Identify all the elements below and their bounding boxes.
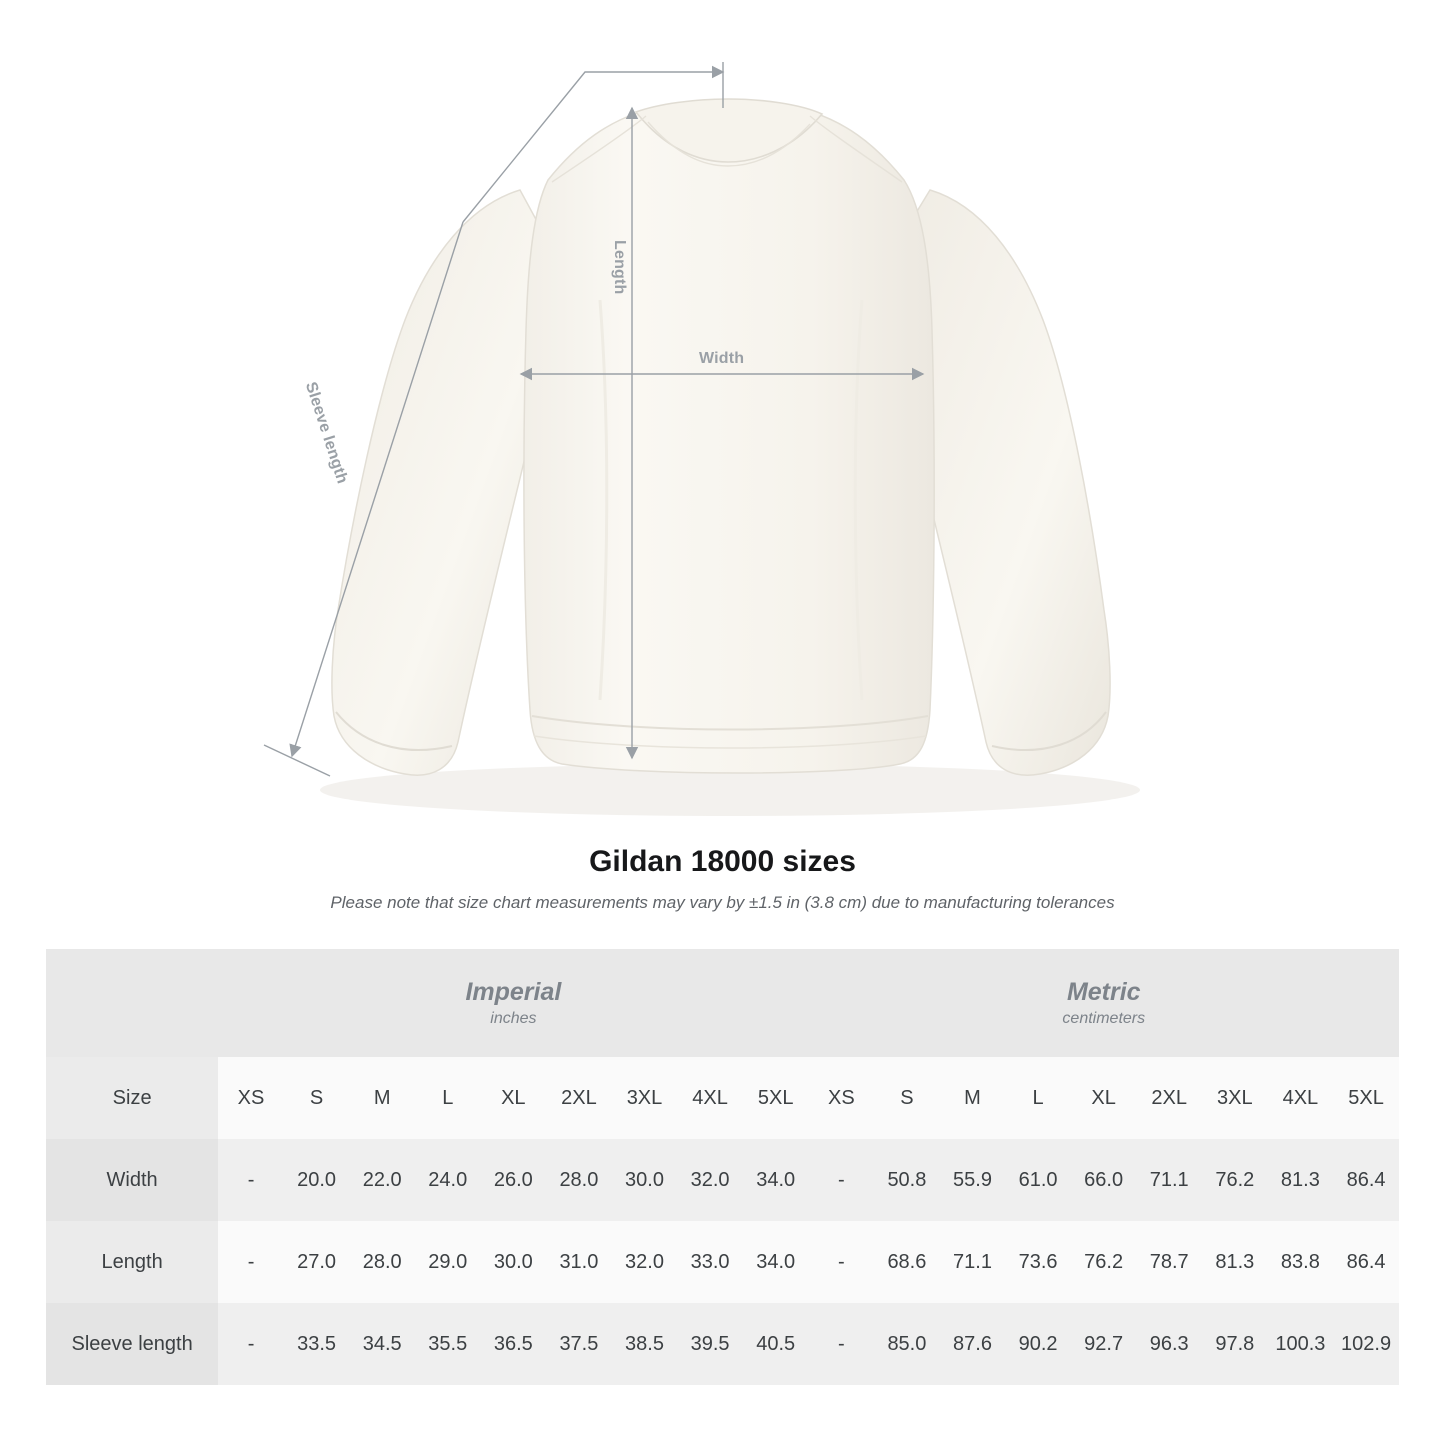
cell-width: 26.0 (481, 1139, 547, 1221)
cell-width: 71.1 (1136, 1139, 1202, 1221)
cell-sleeve-length: 36.5 (481, 1303, 547, 1385)
title-block (0, 845, 1445, 913)
cell-length: - (809, 1221, 875, 1303)
cell-sleeve-length: 34.5 (349, 1303, 415, 1385)
cell-length: 71.1 (940, 1221, 1006, 1303)
cell-width: 61.0 (1005, 1139, 1071, 1221)
size-header-cell: M (349, 1057, 415, 1139)
cell-length: - (218, 1221, 284, 1303)
unit-group-metric (809, 949, 1399, 1057)
cell-sleeve-length: 39.5 (677, 1303, 743, 1385)
cell-sleeve-length: 35.5 (415, 1303, 481, 1385)
cell-sleeve-length: - (809, 1303, 875, 1385)
cell-length: 30.0 (481, 1221, 547, 1303)
row-label-sleeve-length: Sleeve length (46, 1303, 218, 1385)
size-header-cell: 3XL (1202, 1057, 1268, 1139)
cell-length: 86.4 (1333, 1221, 1399, 1303)
table-row (46, 1139, 1399, 1221)
size-header-cell: L (1005, 1057, 1071, 1139)
cell-length: 33.0 (677, 1221, 743, 1303)
cell-length: 34.0 (743, 1221, 809, 1303)
cell-width: 20.0 (284, 1139, 350, 1221)
table-row (46, 1221, 1399, 1303)
cell-length: 83.8 (1268, 1221, 1334, 1303)
cell-width: 55.9 (940, 1139, 1006, 1221)
cell-width: 81.3 (1268, 1139, 1334, 1221)
size-header-cell: XL (481, 1057, 547, 1139)
size-header-cell: 3XL (612, 1057, 678, 1139)
row-label-length: Length (46, 1221, 218, 1303)
size-header-row (46, 1057, 1399, 1139)
cell-width: 86.4 (1333, 1139, 1399, 1221)
unit-header-row (46, 949, 1399, 1057)
length-dimension-label: Length (611, 240, 628, 295)
cell-sleeve-length: 92.7 (1071, 1303, 1137, 1385)
size-header-cell: XL (1071, 1057, 1137, 1139)
cell-sleeve-length: 40.5 (743, 1303, 809, 1385)
cell-width: - (809, 1139, 875, 1221)
cell-width: 24.0 (415, 1139, 481, 1221)
cell-sleeve-length: - (218, 1303, 284, 1385)
cell-width: 30.0 (612, 1139, 678, 1221)
cell-sleeve-length: 96.3 (1136, 1303, 1202, 1385)
cell-width: 34.0 (743, 1139, 809, 1221)
size-header-label: Size (46, 1057, 218, 1139)
unit-group-metric-name: Metric (1066, 977, 1141, 1006)
width-dimension-label: Width (699, 350, 745, 367)
cell-width: 32.0 (677, 1139, 743, 1221)
cell-width: - (218, 1139, 284, 1221)
cell-sleeve-length: 90.2 (1005, 1303, 1071, 1385)
unit-group-metric-unit: centimeters (1062, 1010, 1146, 1028)
cell-sleeve-length: 102.9 (1333, 1303, 1399, 1385)
cell-length: 28.0 (349, 1221, 415, 1303)
size-header-cell: M (940, 1057, 1006, 1139)
unit-group-imperial (218, 949, 808, 1057)
unit-group-imperial-unit: inches (490, 1010, 537, 1028)
cell-sleeve-length: 38.5 (612, 1303, 678, 1385)
cell-sleeve-length: 100.3 (1268, 1303, 1334, 1385)
cell-length: 73.6 (1005, 1221, 1071, 1303)
unit-group-imperial-name: Imperial (465, 977, 562, 1006)
size-header-cell: XS (218, 1057, 284, 1139)
cell-width: 22.0 (349, 1139, 415, 1221)
cell-sleeve-length: 97.8 (1202, 1303, 1268, 1385)
cell-length: 76.2 (1071, 1221, 1137, 1303)
cell-length: 68.6 (874, 1221, 940, 1303)
cell-length: 29.0 (415, 1221, 481, 1303)
size-table (46, 949, 1399, 1385)
cell-width: 28.0 (546, 1139, 612, 1221)
size-header-cell: 4XL (677, 1057, 743, 1139)
sleeve-length-dimension-label: Sleeve length (301, 380, 351, 486)
cell-sleeve-length: 87.6 (940, 1303, 1006, 1385)
size-header-cell: S (874, 1057, 940, 1139)
cell-sleeve-length: 85.0 (874, 1303, 940, 1385)
cell-width: 76.2 (1202, 1139, 1268, 1221)
cell-length: 78.7 (1136, 1221, 1202, 1303)
cell-length: 81.3 (1202, 1221, 1268, 1303)
cell-width: 66.0 (1071, 1139, 1137, 1221)
cell-length: 32.0 (612, 1221, 678, 1303)
row-label-width: Width (46, 1139, 218, 1221)
unit-spacer-cell (46, 949, 218, 1057)
cell-length: 31.0 (546, 1221, 612, 1303)
size-header-cell: XS (809, 1057, 875, 1139)
page-title: Gildan 18000 sizes (589, 845, 856, 878)
cell-sleeve-length: 33.5 (284, 1303, 350, 1385)
cell-sleeve-length: 37.5 (546, 1303, 612, 1385)
size-header-cell: 2XL (1136, 1057, 1202, 1139)
tolerance-note: Please note that size chart measurements may vary by ±1.5 in (3.8 cm) due to manufacturing tolerances (330, 893, 1115, 912)
table-row (46, 1303, 1399, 1385)
size-header-cell: 4XL (1268, 1057, 1334, 1139)
size-table-wrapper (46, 949, 1399, 1385)
cell-width: 50.8 (874, 1139, 940, 1221)
size-header-cell: 5XL (743, 1057, 809, 1139)
size-header-cell: L (415, 1057, 481, 1139)
cell-length: 27.0 (284, 1221, 350, 1303)
size-header-cell: 5XL (1333, 1057, 1399, 1139)
size-header-cell: S (284, 1057, 350, 1139)
size-header-cell: 2XL (546, 1057, 612, 1139)
